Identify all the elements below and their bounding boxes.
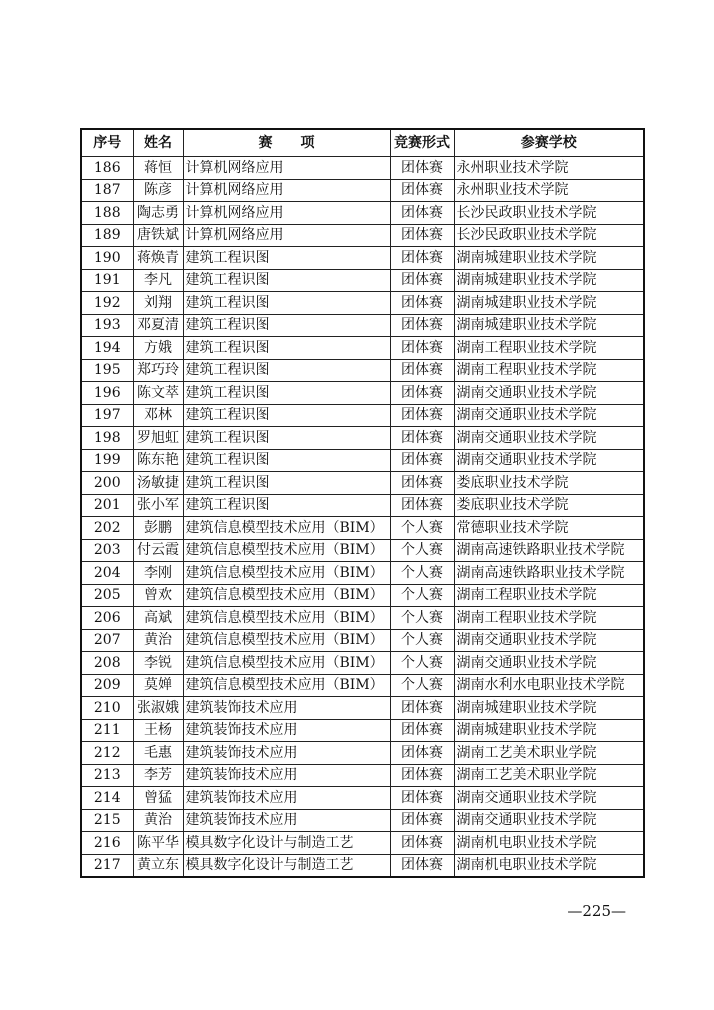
header-event: 赛 项	[183, 129, 390, 157]
page-number: —225—	[567, 902, 626, 920]
name-cell: 王杨	[133, 719, 183, 742]
school-cell: 湖南城建职业技术学院	[454, 247, 644, 270]
serial-number-cell: 214	[81, 787, 133, 810]
competition-form-cell: 团体赛	[390, 382, 454, 405]
competition-form-cell: 团体赛	[390, 224, 454, 247]
name-cell: 张淑娥	[133, 697, 183, 720]
competition-form-cell: 团体赛	[390, 292, 454, 315]
table-row	[81, 787, 644, 810]
serial-number-cell: 190	[81, 247, 133, 270]
competition-form-cell: 个人赛	[390, 607, 454, 630]
competition-form-cell: 团体赛	[390, 809, 454, 832]
name-cell: 黄立东	[133, 854, 183, 877]
serial-number-cell: 211	[81, 719, 133, 742]
name-cell: 邓林	[133, 404, 183, 427]
table-row	[81, 719, 644, 742]
name-cell: 付云霞	[133, 539, 183, 562]
serial-number-cell: 189	[81, 224, 133, 247]
serial-number-cell: 198	[81, 427, 133, 450]
table-row	[81, 629, 644, 652]
table-row	[81, 359, 644, 382]
competition-form-cell: 团体赛	[390, 179, 454, 202]
event-cell: 建筑装饰技术应用	[183, 764, 390, 787]
competition-form-cell: 团体赛	[390, 314, 454, 337]
table-row	[81, 337, 644, 360]
serial-number-cell: 197	[81, 404, 133, 427]
serial-number-cell: 204	[81, 562, 133, 585]
table-row	[81, 674, 644, 697]
table-row	[81, 157, 644, 180]
name-cell: 高斌	[133, 607, 183, 630]
competition-form-cell: 团体赛	[390, 787, 454, 810]
serial-number-cell: 207	[81, 629, 133, 652]
competition-form-cell: 个人赛	[390, 539, 454, 562]
name-cell: 曾猛	[133, 787, 183, 810]
serial-number-cell: 206	[81, 607, 133, 630]
school-cell: 湖南交通职业技术学院	[454, 809, 644, 832]
name-cell: 陈东艳	[133, 449, 183, 472]
table-row	[81, 517, 644, 540]
table-row	[81, 427, 644, 450]
table-header	[81, 129, 644, 157]
school-cell: 湖南工程职业技术学院	[454, 607, 644, 630]
name-cell: 张小军	[133, 494, 183, 517]
event-cell: 计算机网络应用	[183, 157, 390, 180]
serial-number-cell: 217	[81, 854, 133, 877]
table-body	[81, 157, 644, 878]
event-cell: 模具数字化设计与制造工艺	[183, 832, 390, 855]
name-cell: 李刚	[133, 562, 183, 585]
school-cell: 长沙民政职业技术学院	[454, 224, 644, 247]
school-cell: 湖南机电职业技术学院	[454, 832, 644, 855]
serial-number-cell: 212	[81, 742, 133, 765]
competition-form-cell: 团体赛	[390, 247, 454, 270]
serial-number-cell: 215	[81, 809, 133, 832]
school-cell: 永州职业技术学院	[454, 157, 644, 180]
competition-form-cell: 团体赛	[390, 697, 454, 720]
school-cell: 湖南交通职业技术学院	[454, 382, 644, 405]
header-serial-number: 序号	[81, 129, 133, 157]
competition-form-cell: 团体赛	[390, 449, 454, 472]
school-cell: 湖南工程职业技术学院	[454, 337, 644, 360]
participants-table	[80, 128, 645, 878]
name-cell: 郑巧玲	[133, 359, 183, 382]
school-cell: 湖南交通职业技术学院	[454, 629, 644, 652]
serial-number-cell: 191	[81, 269, 133, 292]
serial-number-cell: 216	[81, 832, 133, 855]
competition-form-cell: 团体赛	[390, 202, 454, 225]
event-cell: 建筑工程识图	[183, 494, 390, 517]
school-cell: 湖南工艺美术职业学院	[454, 742, 644, 765]
serial-number-cell: 188	[81, 202, 133, 225]
table-row	[81, 584, 644, 607]
serial-number-cell: 192	[81, 292, 133, 315]
school-cell: 湖南高速铁路职业技术学院	[454, 539, 644, 562]
event-cell: 计算机网络应用	[183, 224, 390, 247]
name-cell: 黄治	[133, 809, 183, 832]
name-cell: 李锐	[133, 652, 183, 675]
competition-form-cell: 团体赛	[390, 269, 454, 292]
event-cell: 建筑信息模型技术应用（BIM）	[183, 517, 390, 540]
table-row	[81, 494, 644, 517]
school-cell: 湖南城建职业技术学院	[454, 719, 644, 742]
event-cell: 建筑装饰技术应用	[183, 719, 390, 742]
table-row	[81, 247, 644, 270]
event-cell: 建筑信息模型技术应用（BIM）	[183, 674, 390, 697]
event-cell: 建筑装饰技术应用	[183, 787, 390, 810]
event-cell: 建筑工程识图	[183, 247, 390, 270]
school-cell: 湖南交通职业技术学院	[454, 652, 644, 675]
school-cell: 湖南水利水电职业技术学院	[454, 674, 644, 697]
serial-number-cell: 193	[81, 314, 133, 337]
competition-form-cell: 团体赛	[390, 742, 454, 765]
name-cell: 曾欢	[133, 584, 183, 607]
event-cell: 建筑工程识图	[183, 404, 390, 427]
school-cell: 湖南交通职业技术学院	[454, 787, 644, 810]
event-cell: 建筑工程识图	[183, 359, 390, 382]
name-cell: 陈彦	[133, 179, 183, 202]
competition-form-cell: 团体赛	[390, 832, 454, 855]
event-cell: 建筑工程识图	[183, 314, 390, 337]
school-cell: 湖南高速铁路职业技术学院	[454, 562, 644, 585]
table-row	[81, 472, 644, 495]
competition-form-cell: 团体赛	[390, 764, 454, 787]
event-cell: 建筑工程识图	[183, 292, 390, 315]
school-cell: 永州职业技术学院	[454, 179, 644, 202]
serial-number-cell: 209	[81, 674, 133, 697]
school-cell: 娄底职业技术学院	[454, 494, 644, 517]
event-cell: 建筑信息模型技术应用（BIM）	[183, 562, 390, 585]
name-cell: 李凡	[133, 269, 183, 292]
competition-form-cell: 团体赛	[390, 337, 454, 360]
school-cell: 娄底职业技术学院	[454, 472, 644, 495]
event-cell: 建筑工程识图	[183, 337, 390, 360]
competition-form-cell: 团体赛	[390, 157, 454, 180]
name-cell: 蒋焕青	[133, 247, 183, 270]
school-cell: 湖南工程职业技术学院	[454, 359, 644, 382]
table-row	[81, 562, 644, 585]
name-cell: 方娥	[133, 337, 183, 360]
table-row	[81, 269, 644, 292]
event-cell: 建筑信息模型技术应用（BIM）	[183, 584, 390, 607]
school-cell: 湖南城建职业技术学院	[454, 697, 644, 720]
competition-form-cell: 团体赛	[390, 854, 454, 877]
event-cell: 建筑工程识图	[183, 382, 390, 405]
table-row	[81, 314, 644, 337]
serial-number-cell: 205	[81, 584, 133, 607]
event-cell: 建筑工程识图	[183, 269, 390, 292]
name-cell: 彭鹏	[133, 517, 183, 540]
table-row	[81, 202, 644, 225]
name-cell: 陈平华	[133, 832, 183, 855]
event-cell: 建筑信息模型技术应用（BIM）	[183, 652, 390, 675]
table-row	[81, 404, 644, 427]
name-cell: 陶志勇	[133, 202, 183, 225]
event-cell: 建筑装饰技术应用	[183, 809, 390, 832]
competition-form-cell: 个人赛	[390, 629, 454, 652]
name-cell: 唐铁斌	[133, 224, 183, 247]
event-cell: 建筑工程识图	[183, 472, 390, 495]
serial-number-cell: 203	[81, 539, 133, 562]
competition-form-cell: 团体赛	[390, 719, 454, 742]
school-cell: 湖南交通职业技术学院	[454, 449, 644, 472]
header-name: 姓名	[133, 129, 183, 157]
event-cell: 建筑装饰技术应用	[183, 742, 390, 765]
name-cell: 汤敏捷	[133, 472, 183, 495]
serial-number-cell: 187	[81, 179, 133, 202]
header-school: 参赛学校	[454, 129, 644, 157]
name-cell: 陈文萃	[133, 382, 183, 405]
name-cell: 蒋恒	[133, 157, 183, 180]
table-row	[81, 764, 644, 787]
name-cell: 刘翔	[133, 292, 183, 315]
competition-form-cell: 个人赛	[390, 584, 454, 607]
serial-number-cell: 213	[81, 764, 133, 787]
serial-number-cell: 199	[81, 449, 133, 472]
table-row	[81, 742, 644, 765]
event-cell: 模具数字化设计与制造工艺	[183, 854, 390, 877]
table-row	[81, 292, 644, 315]
table-row	[81, 224, 644, 247]
table-row	[81, 697, 644, 720]
school-cell: 湖南机电职业技术学院	[454, 854, 644, 877]
header-competition-form: 竞赛形式	[390, 129, 454, 157]
serial-number-cell: 186	[81, 157, 133, 180]
competition-form-cell: 个人赛	[390, 562, 454, 585]
school-cell: 湖南城建职业技术学院	[454, 269, 644, 292]
serial-number-cell: 194	[81, 337, 133, 360]
name-cell: 李芳	[133, 764, 183, 787]
event-cell: 建筑装饰技术应用	[183, 697, 390, 720]
table-row	[81, 832, 644, 855]
serial-number-cell: 202	[81, 517, 133, 540]
competition-form-cell: 个人赛	[390, 674, 454, 697]
serial-number-cell: 200	[81, 472, 133, 495]
competition-form-cell: 团体赛	[390, 359, 454, 382]
table-row	[81, 382, 644, 405]
name-cell: 毛惠	[133, 742, 183, 765]
competition-form-cell: 团体赛	[390, 427, 454, 450]
table-row	[81, 607, 644, 630]
event-cell: 建筑信息模型技术应用（BIM）	[183, 539, 390, 562]
competition-form-cell: 个人赛	[390, 517, 454, 540]
school-cell: 湖南工艺美术职业学院	[454, 764, 644, 787]
event-cell: 建筑工程识图	[183, 427, 390, 450]
table-row	[81, 179, 644, 202]
table-row	[81, 854, 644, 877]
serial-number-cell: 195	[81, 359, 133, 382]
school-cell: 湖南交通职业技术学院	[454, 404, 644, 427]
table-row	[81, 809, 644, 832]
event-cell: 计算机网络应用	[183, 202, 390, 225]
header-row	[81, 129, 644, 157]
serial-number-cell: 208	[81, 652, 133, 675]
serial-number-cell: 210	[81, 697, 133, 720]
name-cell: 莫婵	[133, 674, 183, 697]
name-cell: 邓夏清	[133, 314, 183, 337]
table-row	[81, 539, 644, 562]
serial-number-cell: 196	[81, 382, 133, 405]
school-cell: 湖南城建职业技术学院	[454, 314, 644, 337]
event-cell: 建筑工程识图	[183, 449, 390, 472]
table-row	[81, 652, 644, 675]
school-cell: 常德职业技术学院	[454, 517, 644, 540]
school-cell: 湖南交通职业技术学院	[454, 427, 644, 450]
competition-form-cell: 团体赛	[390, 404, 454, 427]
school-cell: 长沙民政职业技术学院	[454, 202, 644, 225]
event-cell: 建筑信息模型技术应用（BIM）	[183, 607, 390, 630]
event-cell: 计算机网络应用	[183, 179, 390, 202]
table-row	[81, 449, 644, 472]
competition-form-cell: 团体赛	[390, 472, 454, 495]
competition-form-cell: 团体赛	[390, 494, 454, 517]
name-cell: 黄治	[133, 629, 183, 652]
school-cell: 湖南工程职业技术学院	[454, 584, 644, 607]
event-cell: 建筑信息模型技术应用（BIM）	[183, 629, 390, 652]
name-cell: 罗旭虹	[133, 427, 183, 450]
serial-number-cell: 201	[81, 494, 133, 517]
competition-form-cell: 个人赛	[390, 652, 454, 675]
school-cell: 湖南城建职业技术学院	[454, 292, 644, 315]
